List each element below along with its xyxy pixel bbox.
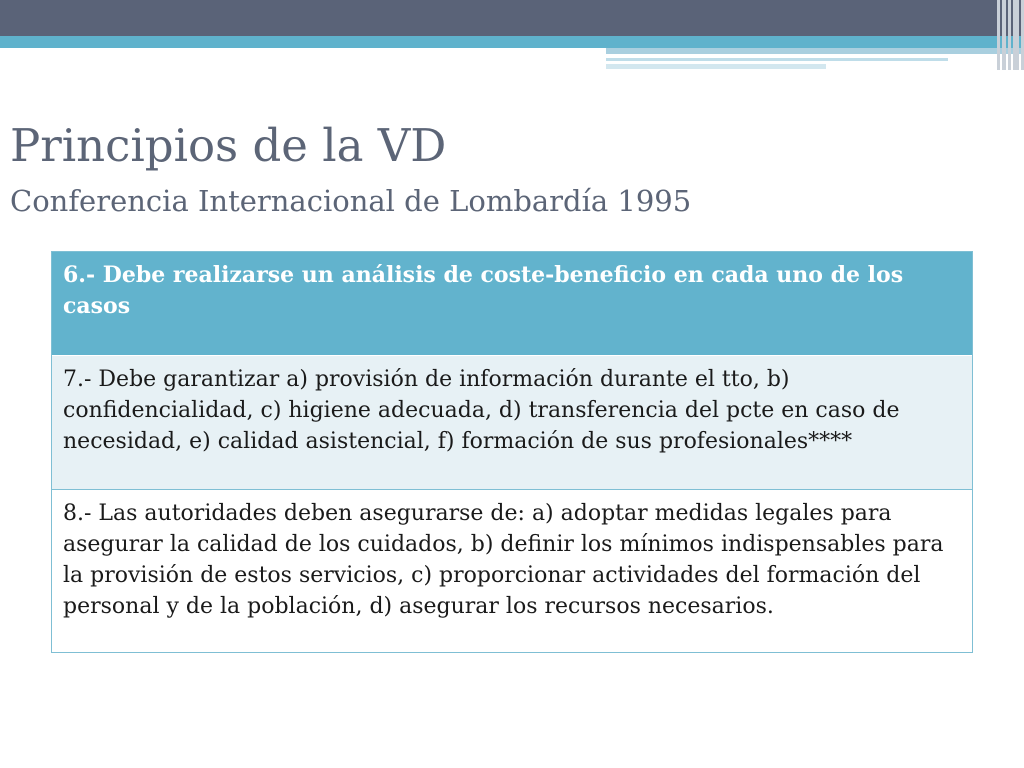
table-row: 8.- Las autoridades deben asegurarse de: a) adoptar medidas legales para asegurar la calidad de los cuidados, b) definir los mínimos indispensables para la provisión de estos servicios, c) proporcionar actividades del formación del personal y de la población, d) asegurar los recursos necesarios.: [52, 489, 972, 652]
header-band: [0, 0, 1024, 36]
accent-stripe: [0, 36, 1024, 48]
accent-substripe: [606, 64, 826, 69]
principles-table: [51, 251, 973, 653]
accent-substripe: [606, 48, 1024, 54]
decorative-bars: [990, 0, 1024, 70]
table-header-row: 6.- Debe realizarse un análisis de coste-beneficio en cada uno de los casos: [52, 252, 972, 355]
table-row: 7.- Debe garantizar a) provisión de información durante el tto, b) confidencialidad, c) higiene adecuada, d) transferencia del pcte en caso de necesidad, e) calidad asistencial, f) formación de sus profesionales****: [52, 355, 972, 489]
stripe-gap: [0, 48, 606, 53]
slide-title: Principios de la VD: [10, 119, 447, 172]
slide-subtitle: Conferencia Internacional de Lombardía 1995: [10, 184, 692, 218]
accent-substripe: [606, 58, 948, 61]
